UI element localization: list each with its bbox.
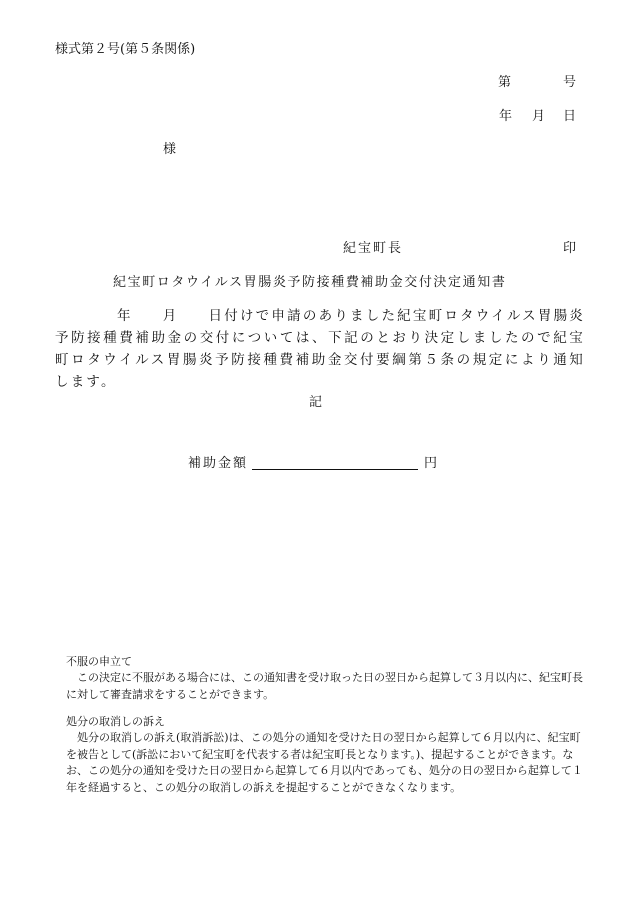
revocation-note	[66, 713, 586, 796]
objection-heading: 不服の申立て	[66, 655, 132, 668]
date-month: 月	[532, 109, 546, 124]
issuer-title: 紀宝町長	[343, 241, 404, 256]
amount-blank	[252, 455, 418, 470]
revocation-heading: 処分の取消しの訴え	[66, 715, 165, 728]
date-day: 日	[563, 109, 577, 124]
objection-text: この決定に不服がある場合には、この通知書を受け取った日の翌日から起算して３月以内に、紀宝町長に対して審査請求をすることができます。	[66, 671, 583, 701]
doc-number-suffix: 号	[563, 75, 577, 90]
amount-row	[188, 452, 437, 471]
amount-label: 補助金額	[188, 456, 249, 471]
body-year: 年	[117, 308, 133, 324]
document-title: 紀宝町ロタウイルス胃腸炎予防接種費補助金交付決定通知書	[113, 275, 507, 290]
ki-heading: 記	[309, 395, 323, 410]
body-text: 日付けで申請のありました紀宝町ロタウイルス胃腸炎予防接種費補助金の交付については、下記のとおり決定しましたので紀宝町ロタウイルス胃腸炎予防接種費補助金交付要綱第５条の規定により通知します。	[55, 308, 585, 390]
body-paragraph	[55, 305, 585, 393]
issuer-seal: 印	[563, 241, 577, 256]
body-month: 月	[162, 308, 179, 324]
date-year: 年	[499, 109, 513, 124]
form-label: 様式第２号(第５条関係)	[55, 42, 196, 57]
doc-number-prefix: 第	[498, 75, 512, 90]
amount-unit: 円	[424, 456, 438, 471]
addressee-suffix: 様	[163, 142, 177, 157]
objection-note	[66, 653, 586, 703]
revocation-text: 処分の取消しの訴え(取消訴訟)は、この処分の通知を受けた日の翌日から起算して６月以内に、紀宝町を被告として(訴訟において紀宝町を代表する者は紀宝町長となります。)、提起することができます。なお、この処分の通知を受けた日の翌日から起算して６月以内であっても、処分の日の翌日から起算して１年を経過すると、この処分の取消しの訴えを提起することができなくなります。	[66, 731, 583, 794]
